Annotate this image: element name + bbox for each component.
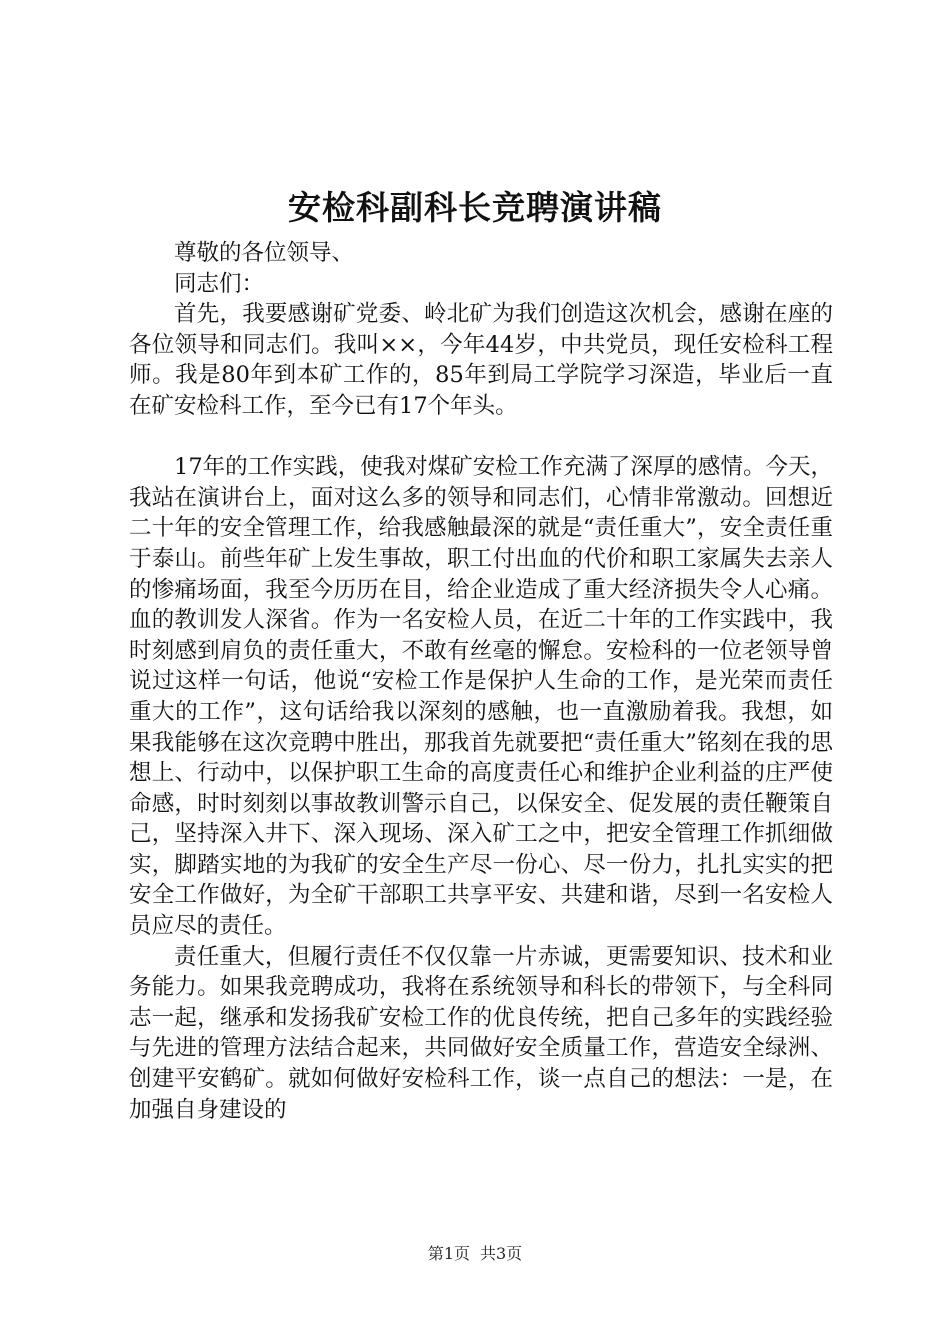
document-title: 安检科副科长竞聘演讲稿 — [288, 188, 662, 227]
document-body — [129, 238, 833, 1125]
page-total: 共3页 — [480, 1244, 523, 1263]
paragraph-1: 首先，我要感谢矿党委、岭北矿为我们创造这次机会，感谢在座的各位领导和同志们。我叫××，今年44岁，中共党员，现任安检科工程师。我是80年到本矿工作的，85年到局工学院学习深造，毕业后一直在矿安检科工作，至今已有17个年头。 — [129, 301, 833, 419]
paragraph-3: 责任重大，但履行责任不仅仅靠一片赤诚，更需要知识、技术和业务能力。如果我竞聘成功，我将在系统领导和科长的带领下，与全科同志一起，继承和发扬我矿安检工作的优良传统，把自己多年的实践经验与先进的管理方法结合起来，共同做好安全质量工作，营造安全绿洲、创建平安鹤矿。就如何做好安检科工作，谈一点自己的想法：一是，在加强自身建设的 — [129, 943, 833, 1123]
salutation-line-2: 同志们： — [174, 270, 265, 297]
page-number: 第1页 — [427, 1244, 470, 1263]
page-footer — [0, 1243, 950, 1265]
salutation-line-1: 尊敬的各位领导、 — [174, 240, 355, 266]
paragraph-spacer — [129, 422, 833, 453]
paragraph-2: 17年的工作实践，使我对煤矿安检工作充满了深厚的感情。今天，我站在演讲台上，面对这么多的领导和同志们，心情非常激动。回想近二十年的安全管理工作，给我感触最深的就是“责任重大”，安全责任重于泰山。前些年矿上发生事故，职工付出血的代价和职工家属失去亲人的惨痛场面，我至今历历在目，给企业造成了重大经济损失令人心痛。血的教训发人深省。作为一名安检人员，在近二十年的工作实践中，我时刻感到肩负的责任重大，不敢有丝毫的懈怠。安检科的一位老领导曾说过这样一句话，他说“安检工作是保护人生命的工作，是光荣而责任重大的工作”，这句话给我以深刻的感触，也一直激励着我。我想，如果我能够在这次竞聘中胜出，那我首先就要把“责任重大”铭刻在我的思想上、行动中，以保护职工生命的高度责任心和维护企业利益的庄严使命感，时时刻刻以事故教训警示自己，以保安全、促发展的责任鞭策自己，坚持深入井下、深入现场、深入矿工之中，把安全管理工作抓细做实，脚踏实地的为我矿的安全生产尽一份心、尽一份力，扎扎实实的把安全工作做好，为全矿干部职工共享平安、共建和谐，尽到一名安检人员应尽的责任。 — [129, 454, 833, 940]
